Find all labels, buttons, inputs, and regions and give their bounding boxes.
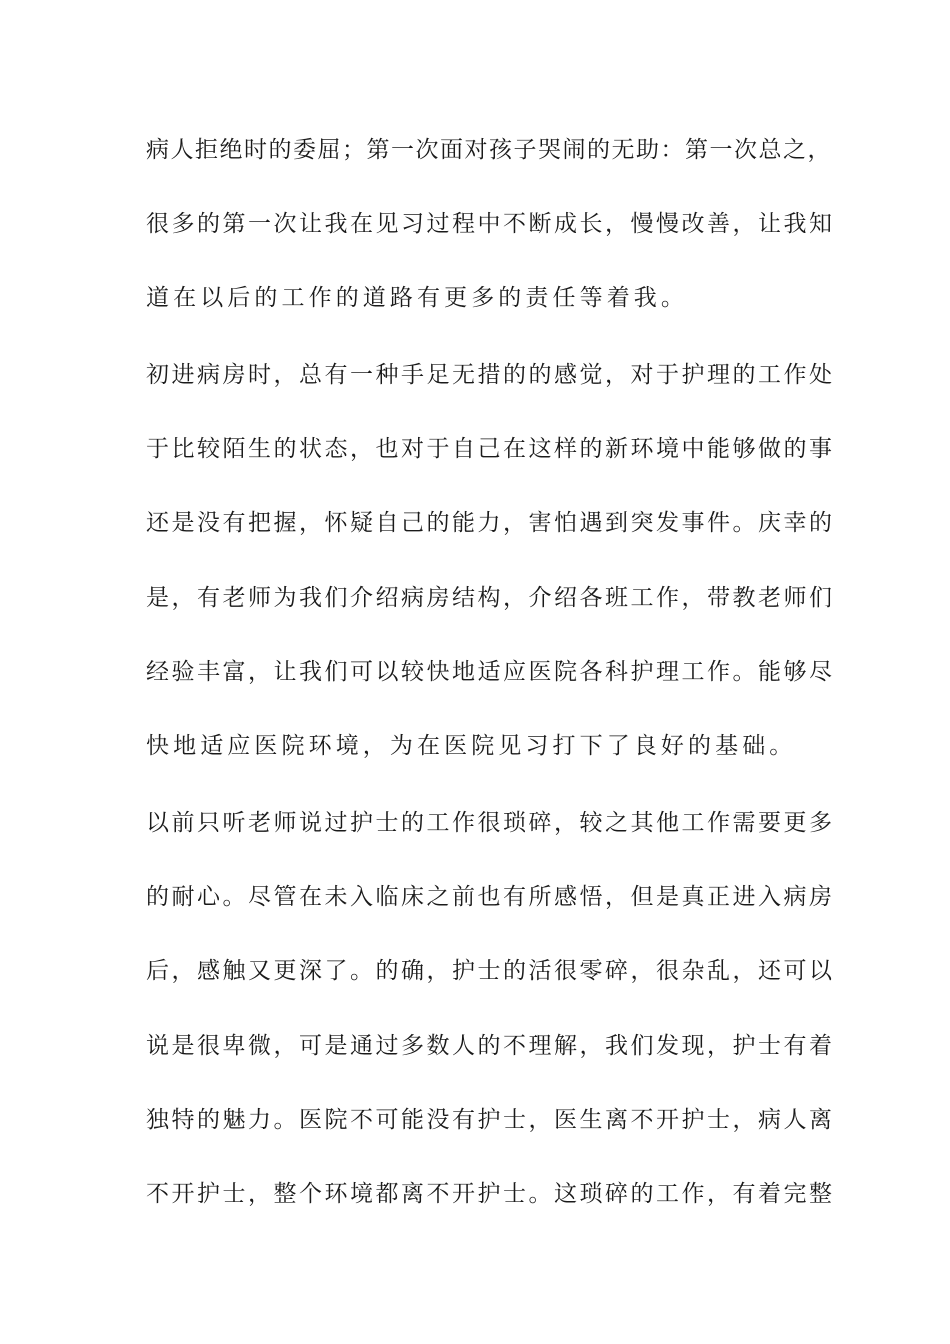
- text-line-11: 的耐心。尽管在未入临床之前也有所感悟，但是真正进入病房: [146, 884, 835, 910]
- text-line-9: 快地适应医院环境，为在医院见习打下了良好的基础。: [146, 733, 797, 759]
- text-line-15: 不开护士，整个环境都离不开护士。这琐碎的工作，有着完整: [146, 1181, 835, 1207]
- text-line-2: 很多的第一次让我在见习过程中不断成长，慢慢改善，让我知: [146, 211, 835, 237]
- text-line-4: 初进病房时，总有一种手足无措的的感觉，对于护理的工作处: [146, 362, 835, 388]
- text-line-12: 后，感触又更深了。的确，护士的活很零碎，很杂乱，还可以: [146, 958, 835, 984]
- text-line-1: 病人拒绝时的委屈；第一次面对孩子哭闹的无助：第一次总之，: [146, 137, 832, 163]
- text-line-7: 是，有老师为我们介绍病房结构，介绍各班工作，带教老师们: [146, 585, 835, 611]
- text-line-10: 以前只听老师说过护士的工作很琐碎，较之其他工作需要更多: [146, 810, 835, 836]
- text-line-3: 道在以后的工作的道路有更多的责任等着我。: [146, 285, 688, 311]
- text-line-8: 经验丰富，让我们可以较快地适应医院各科护理工作。能够尽: [146, 659, 835, 685]
- text-line-13: 说是很卑微，可是通过多数人的不理解，我们发现，护士有着: [146, 1033, 835, 1059]
- text-line-5: 于比较陌生的状态，也对于自己在这样的新环境中能够做的事: [146, 436, 835, 462]
- text-line-6: 还是没有把握，怀疑自己的能力，害怕遇到突发事件。庆幸的: [146, 510, 835, 536]
- text-line-14: 独特的魅力。医院不可能没有护士，医生离不开护士，病人离: [146, 1107, 835, 1133]
